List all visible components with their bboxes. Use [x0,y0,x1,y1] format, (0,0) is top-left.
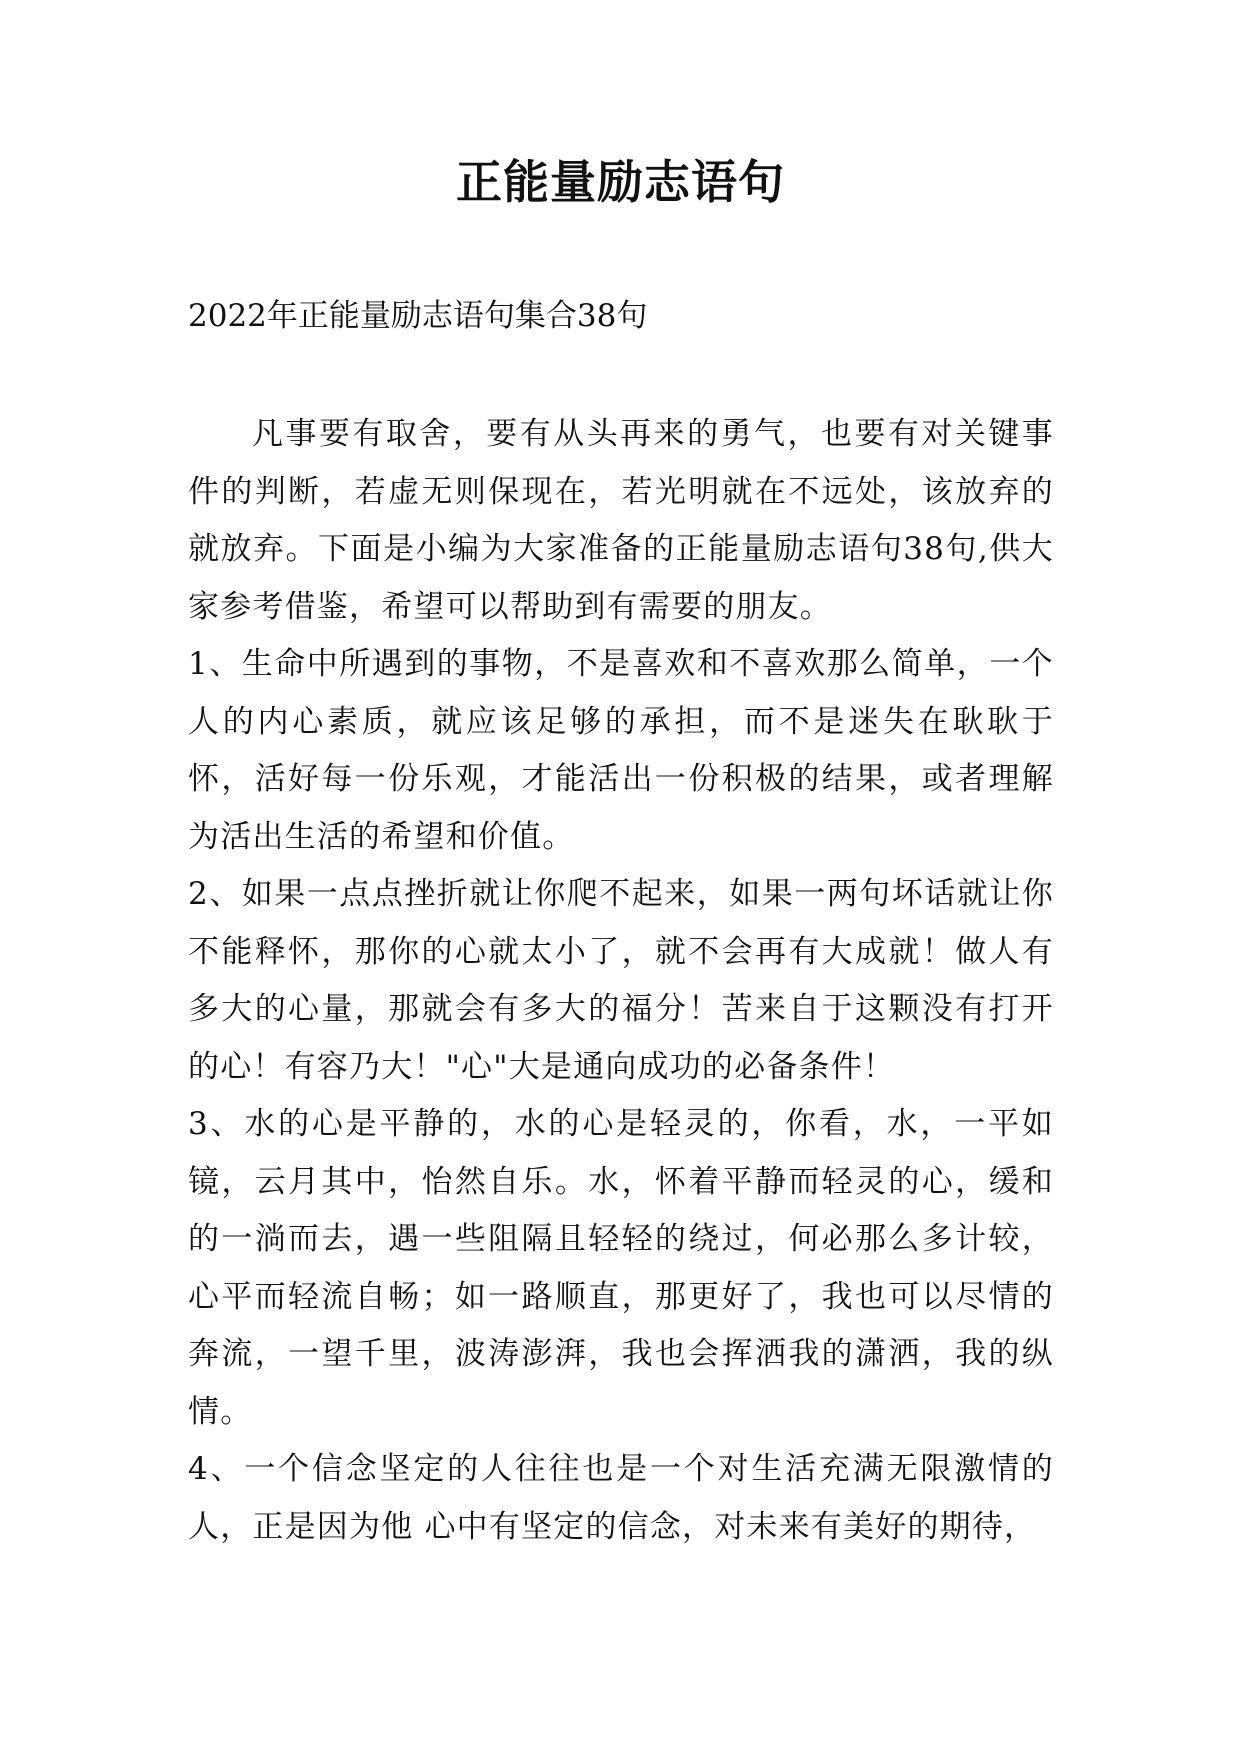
intro-paragraph: 凡事要有取舍，要有从头再来的勇气，也要有对关键事件的判断，若虚无则保现在，若光明就在不远处，该放弃的就放弃。下面是小编为大家准备的正能量励志语句38句,供大家参考借鉴，希望可以帮助到有需要的朋友。 [188,416,1054,625]
quote-paragraph-3: 3、水的心是平静的，水的心是轻灵的，你看，水，一平如镜，云月其中，怡然自乐。水，怀着平静而轻灵的心，缓和的一淌而去，遇一些阻隔且轻轻的绕过，何必那么多计较，心平而轻流自畅；如一路顺直，那更好了，我也可以尽情的奔流，一望千里，波涛澎湃，我也会挥洒我的潇洒，我的纵情。 [188,1106,1054,1430]
quote-paragraph-2: 2、如果一点点挫折就让你爬不起来，如果一两句坏话就让你不能释怀，那你的心就太小了，就不会再有大成就！做人有多大的心量，那就会有多大的福分！苦来自于这颗没有打开的心！有容乃大！"心"大是通向成功的必备条件！ [188,876,1054,1085]
document-title: 正能量励志语句 [456,155,785,209]
quote-paragraph-4: 4、一个信念坚定的人往往也是一个对生活充满无限激情的人，正是因为他 心中有坚定的信念，对未来有美好的期待， [188,1451,1054,1545]
quote-paragraph-1: 1、生命中所遇到的事物，不是喜欢和不喜欢那么简单，一个人的内心素质，就应该足够的承担，而不是迷失在耿耿于怀，活好每一份乐观，才能活出一份积极的结果，或者理解为活出生活的希望和价值。 [188,646,1054,855]
document-body [188,406,1054,1556]
document-subtitle: 2022年正能量励志语句集合38句 [188,298,648,334]
